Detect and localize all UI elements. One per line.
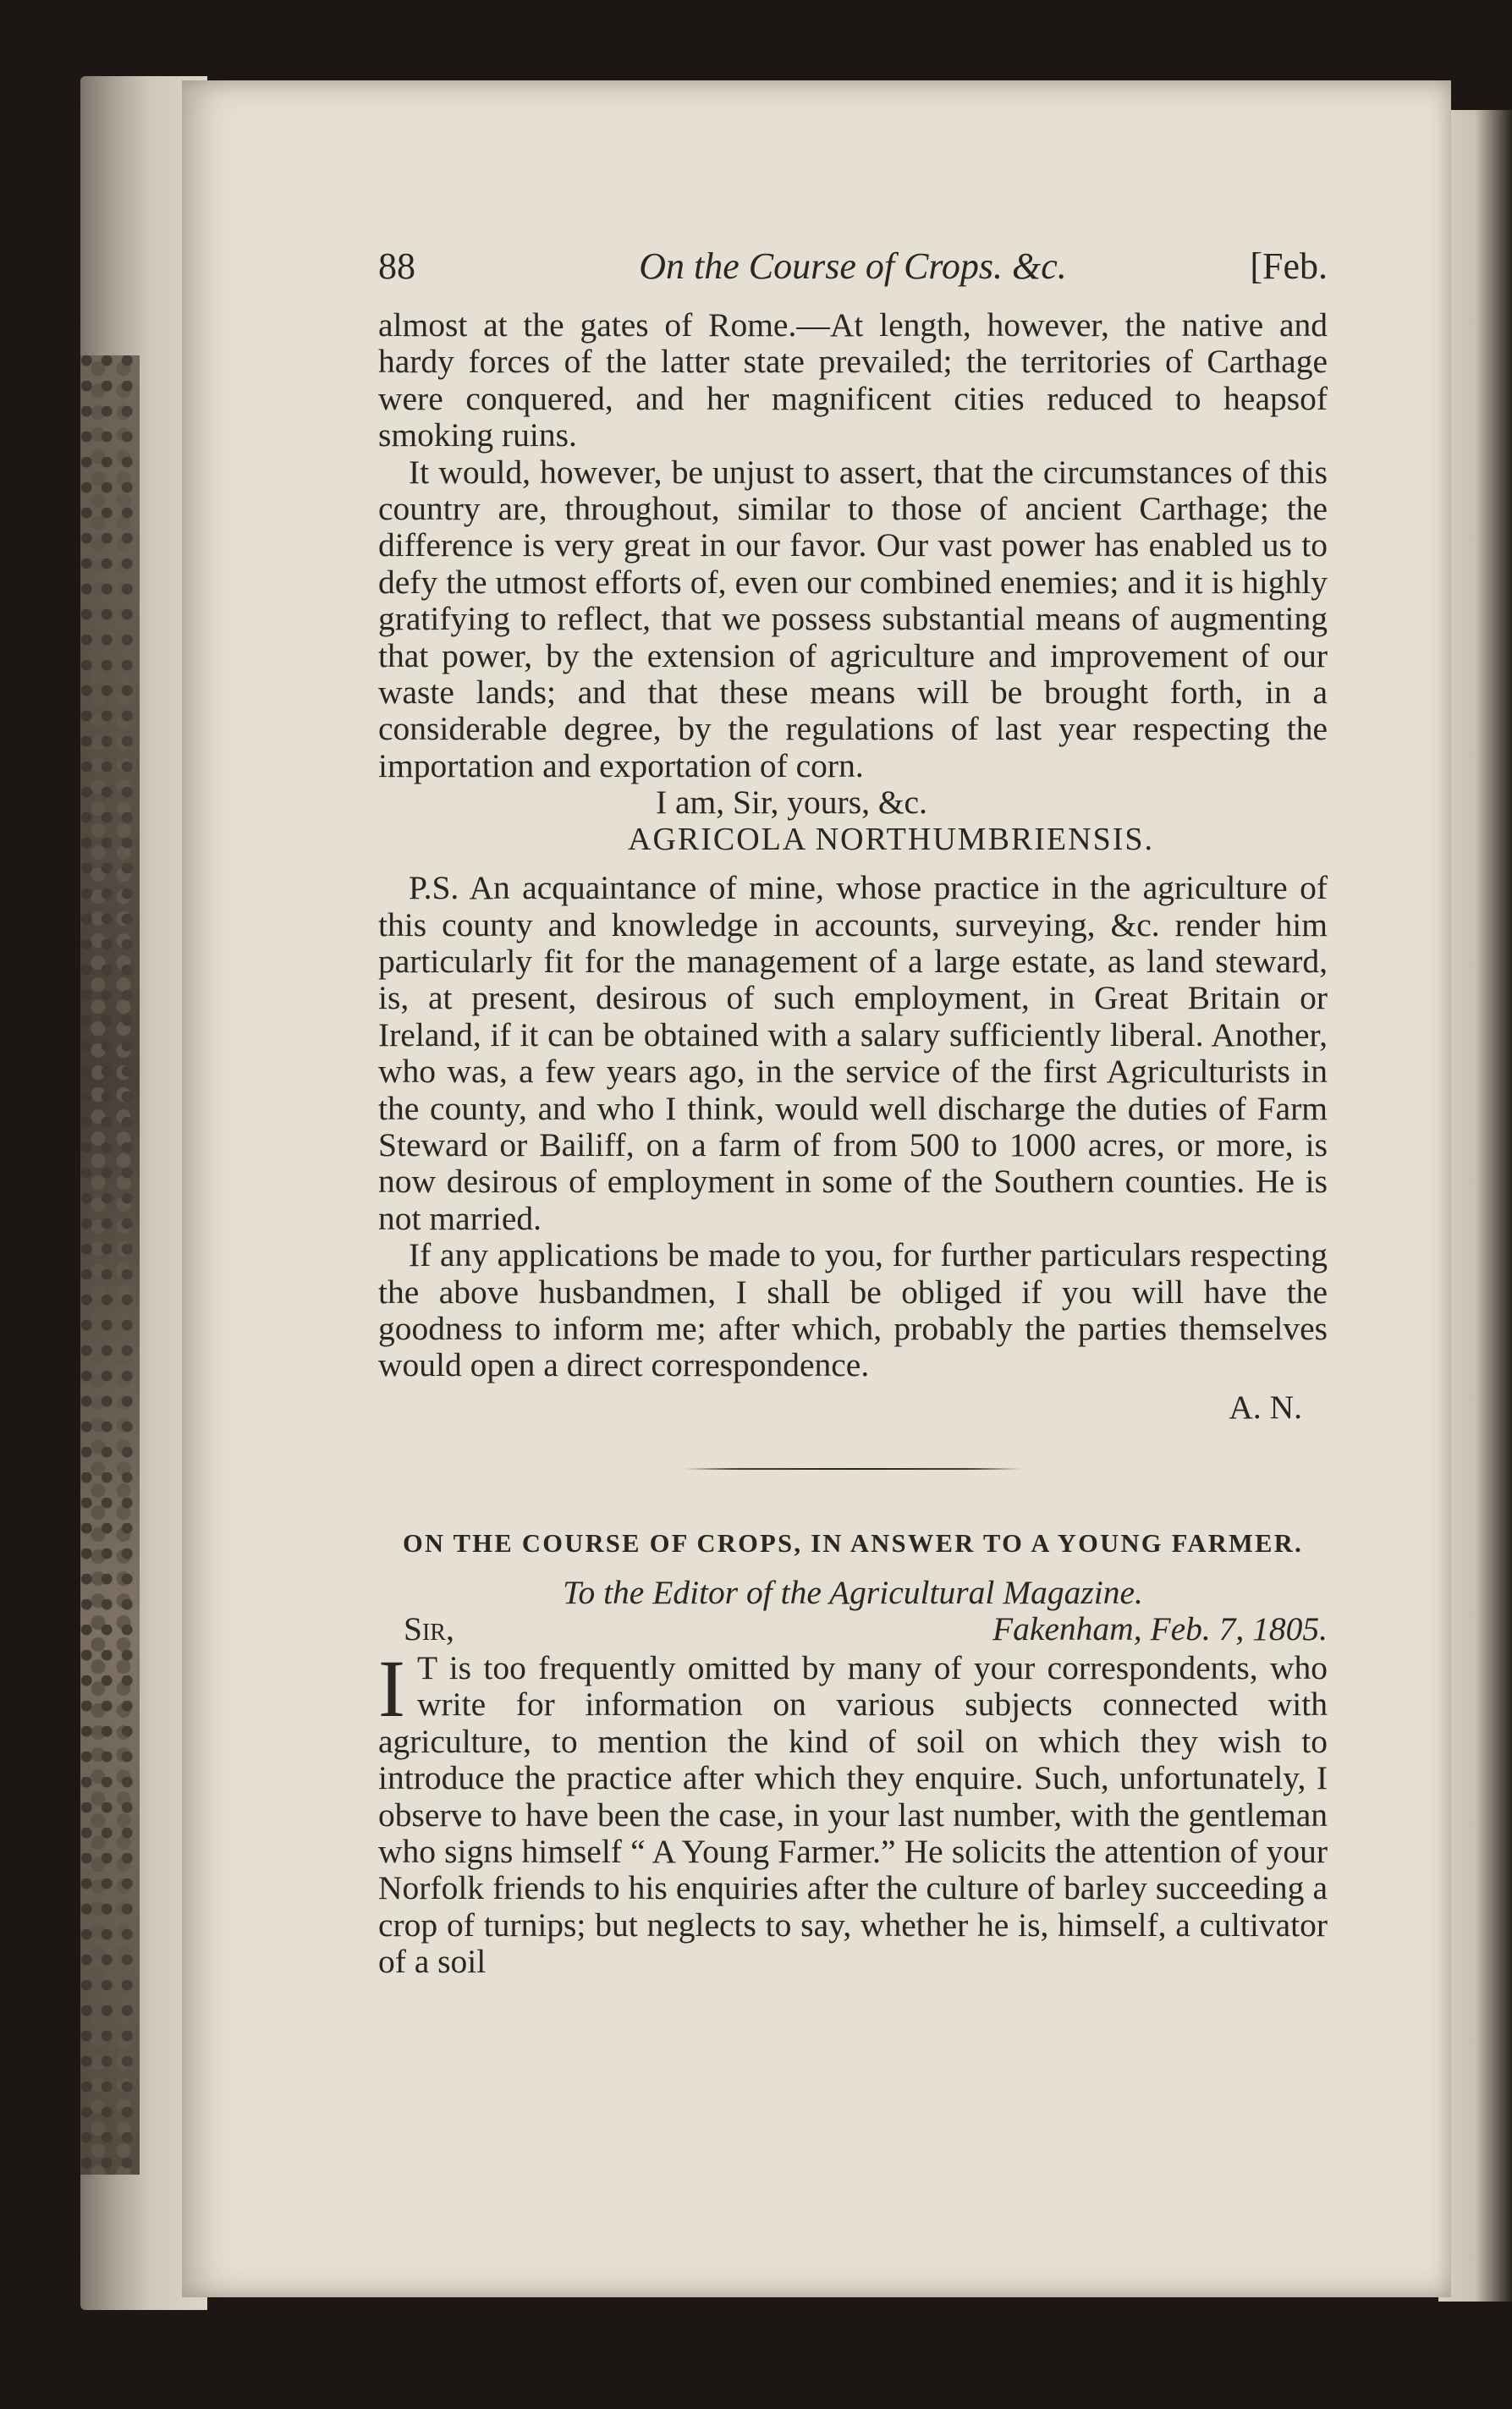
article-body — [378, 1643, 1328, 1981]
month-label: [Feb. — [1250, 245, 1328, 287]
salutation-line — [378, 1611, 1328, 1650]
letter-closing: I am, Sir, yours, &c. — [656, 784, 927, 822]
article-body-text: T is too frequently omitted by many of your correspondents, who write for information on various subjects connected with agriculture, to mention the kind of soil on which they wish to introduce the practice after which they enquire. Such, unfortunately, I observe to have been the case, in your last number, with the gentleman who signs himself “ A Young Farmer.” He solicits the attention of your Norfolk friends to his enquiries after the culture of barley succeeding a crop of turnips; but neglects to say, whether he is, himself, a cultivator of a soil — [378, 1649, 1328, 1981]
article-heading: ON THE COURSE OF CROPS, IN ANSWER TO A YOUNG FARMER. — [402, 1529, 1304, 1559]
section-divider — [684, 1468, 1022, 1470]
letter-signature: AGRICOLA NORTHUMBRIENSIS. — [628, 821, 1154, 857]
paragraph: almost at the gates of Rome.—At length, however, the native and hardy forces of the latter state prevailed; the territories of Carthage were conquered, and her magnificent cities reduced to heapsof smoking ruins. — [378, 306, 1328, 454]
marbled-book-edge — [80, 355, 140, 2175]
paragraph: It would, however, be unjust to assert, that the circumstances of this country are, throughout, similar to those of ancient Carthage; the difference is very great in our favor. Our vast power has enabled us to defy the utmost efforts of, even our combined enemies; and it is highly gratifying to reflect, that we possess substantial means of augmenting that power, by the extension of agriculture and improvement of our waste lands; and that these means will be brought forth, in a considerable degree, by the regulations of last year respecting the importation and exportation of corn. — [378, 453, 1328, 784]
article-addressee: To the Editor of the Agricultural Magazine. — [563, 1573, 1143, 1611]
running-title: On the Course of Crops. &c. — [639, 245, 1067, 287]
postscript-paragraph: P.S. An acquaintance of mine, whose practice in the agriculture of this county and knowledge in accounts, surveying, &c. render him particularly fit for the management of a large estate, as land steward, is, at present, desirous of such employment, in Great Britain or Ireland, if it can be obtained with a salary sufficiently liberal. Another, who was, a few years ago, in the service of the first Agriculturists in the county, and who I think, would well discharge the duties of Farm Steward or Bailiff, on a farm of from 500 to 1000 acres, or more, is now desirous of employment in some of the Southern counties. He is not married. — [378, 869, 1328, 1237]
place-date: Fakenham, Feb. 7, 1805. — [992, 1610, 1328, 1647]
postscript-initials: A. N. — [1229, 1388, 1302, 1426]
drop-cap: I — [378, 1643, 405, 1734]
salutation: Sir, — [404, 1610, 454, 1647]
page-content — [378, 241, 1328, 1981]
postscript-paragraph: If any applications be made to you, for further particulars respecting the above husbandmen, I shall be obliged if you will have the goodness to inform me; after which, probably the parties themselves would open a direct correspondence. — [378, 1236, 1328, 1384]
running-header — [378, 241, 1328, 294]
page-number: 88 — [378, 245, 415, 287]
